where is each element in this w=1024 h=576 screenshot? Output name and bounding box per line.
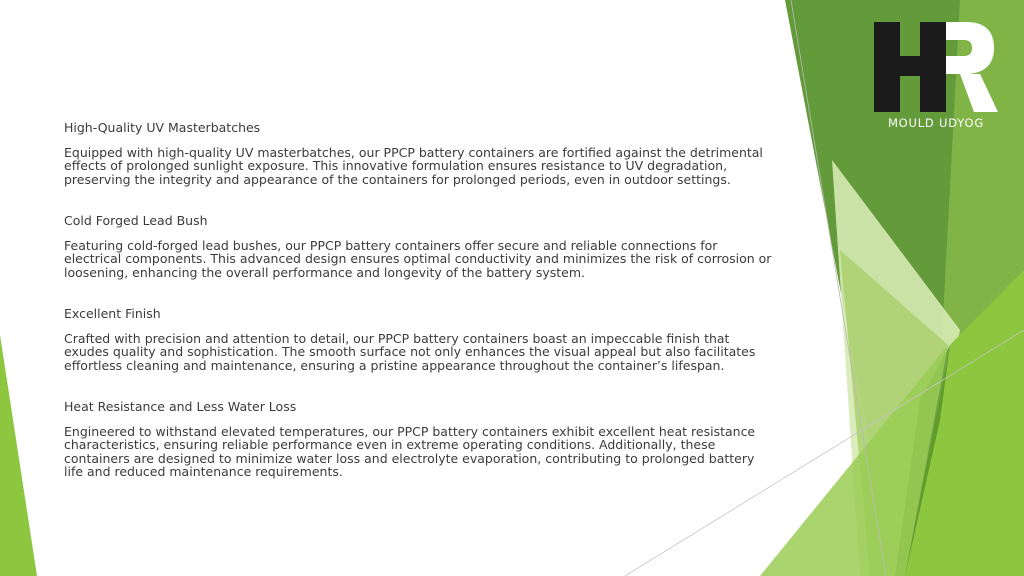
left-green-sliver — [0, 335, 37, 576]
section-paragraph: Featuring cold-forged lead bushes, our PPCP battery containers offer secure and reliable connections for electrical components. This advanced design ensures optimal conductivity and minimizes the risk of corrosion or loosening, enhancing the overall performance and longevity of the battery system. — [64, 237, 772, 280]
section-heading: Heat Resistance and Less Water Loss — [64, 399, 297, 414]
feature-section-finish — [64, 307, 776, 372]
logo-caption: MOULD UDYOG — [887, 116, 985, 130]
section-heading: Excellent Finish — [64, 306, 161, 321]
slide-content — [64, 121, 776, 507]
section-heading: Cold Forged Lead Bush — [64, 213, 208, 228]
feature-section-uv-masterbatches — [64, 121, 776, 186]
company-logo — [868, 18, 1004, 133]
section-paragraph: Crafted with precision and attention to detail, our PPCP battery containers boast an impeccable finish that exudes quality and sophistication. The smooth surface not only enhances the visual appeal but also facilitates effortless cleaning and maintenance, ensuring a pristine appearance throughout the container’s lifespan. — [64, 330, 756, 373]
feature-section-heat-resistance — [64, 400, 776, 479]
section-paragraph: Equipped with high-quality UV masterbatches, our PPCP battery containers are fortified against the detrimental effects of prolonged sunlight exposure. This innovative formulation ensures resistance to UV degradation, preserving the integrity and appearance of the containers for prolonged periods, even in outdoor settings. — [64, 144, 763, 187]
section-paragraph: Engineered to withstand elevated temperatures, our PPCP battery containers exhibit excellent heat resistance characteristics, ensuring reliable performance even in extreme operating conditions. Additionally, these containers are designed to minimize water loss and electrolyte evaporation, contributing to prolonged battery life and reduced maintenance requirements. — [64, 423, 756, 479]
feature-section-lead-bush — [64, 214, 776, 279]
section-heading: High-Quality UV Masterbatches — [64, 120, 261, 135]
hr-logo-mark — [874, 18, 998, 113]
